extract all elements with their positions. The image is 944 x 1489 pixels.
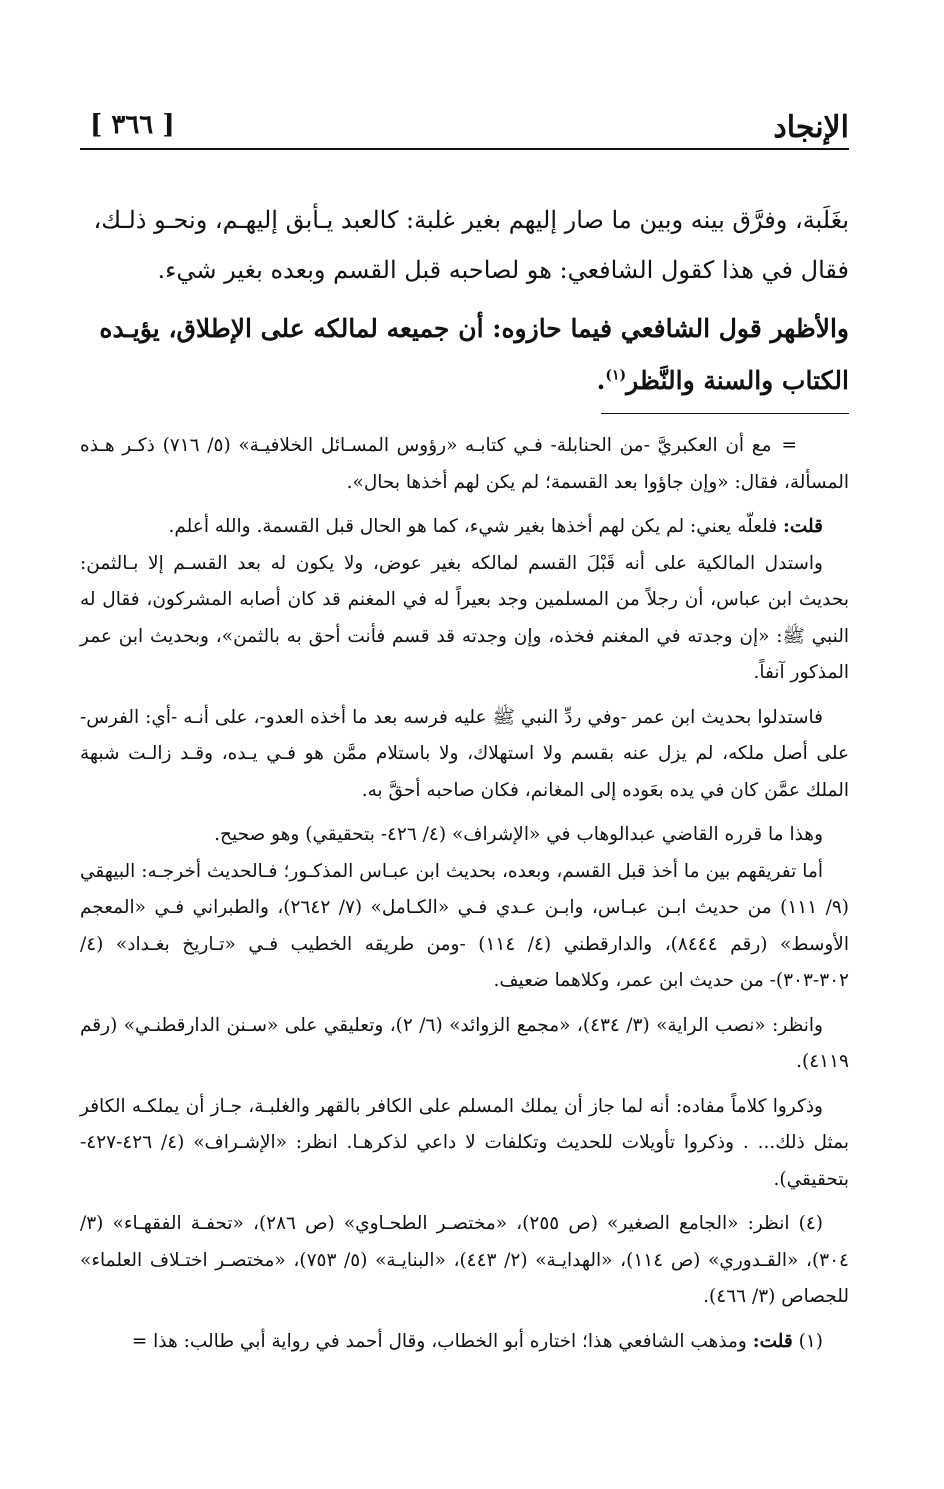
footnote-number: (١) bbox=[798, 1330, 823, 1352]
main-line: بغَلَبة، وفرَّق بينه وبين ما صار إليهم بغير غلبة: كالعبد يـأبق إليهـم، ونحـو ذلـك، bbox=[93, 206, 849, 234]
main-bold-line: والأظهر قول الشافعي فيما حازوه: أن جميعه لمالكه على الإطلاق، يؤيـده الكتاب والسنة والنَّظر$^{(١)}$. bbox=[99, 314, 849, 395]
main-text bbox=[80, 195, 849, 407]
footnote-separator bbox=[601, 413, 849, 414]
running-header bbox=[80, 108, 849, 150]
continuation-mark: = bbox=[781, 435, 798, 456]
footnotes bbox=[80, 428, 849, 1360]
footnote-paragraph: قلت: فلعلّه يعني: لم يكن لهم أخذها بغير شيء، كما هو الحال قبل القسمة. والله أعلم. bbox=[168, 516, 823, 537]
footnote-paragraph: وانظر: «نصب الراية» (٣/ ٤٣٤)، «مجمع الزوائد» (٦/ ٢)، وتعليقي على «سـنن الدارقطنـي» (رقم ٤١١٩). bbox=[80, 1014, 849, 1072]
page-number: [ ٣٦٦ ] bbox=[90, 110, 175, 140]
footnote-paragraph: فاستدلوا بحديث ابن عمر -وفي ردِّ النبي ﷺ عليه فرسه بعد ما أخذه العدو-، على أنـه -أي: الفرس- على أصل ملكه، لم يزل عنه بقسم ولا استهلاك، ولا باستلام ممَّن هو فـي يـده، وقـد زالـت شبهة الملك عمَّن كان في يده بعَوده إلى المغانم، فكان صاحبه أحقَّ به. bbox=[80, 706, 849, 801]
book-title: الإنجاد bbox=[773, 110, 849, 145]
footnote-paragraph: (٤) انظر: «الجامع الصغير» (ص ٢٥٥)، «مختصـر الطحـاوي» (ص ٢٨٦)، «تحفـة الفقهـاء» (٣/ ٣٠٤)، «القـدوري» (ص ١١٤)، «الهدايـة» (٢/ ٤٤٣)، «البنايـة» (٥/ ٧٥٣)، «مختصـر اختـلاف العلماء» للجصاص (٣/ ٤٦٦). bbox=[80, 1213, 849, 1307]
footnote-reference: (١) bbox=[605, 367, 627, 384]
main-line: فقال في هذا كقول الشافعي: هو لصاحبه قبل القسم وبعده بغير شيء. bbox=[157, 256, 849, 284]
book-page bbox=[80, 0, 849, 1489]
footnote-paragraph: واستدل المالكية على أنه قَبْلَ القسم لمالكه بغير عوض، ولا يكون له بعد القسـم إلا بـالثمن: بحديث ابن عباس، أن رجلاً من المسلمين وجد بعيراً له في المغنم قد كان أصابه المشركون، فقال له النبي ﷺ: «إن وجدته في المغنم فخذه، وإن وجدته قد قسم فأنت أحق به بالثمن»، وبحديث ابن عمر المذكور آنفاً. bbox=[80, 552, 849, 683]
footnote-paragraph: (١) قلت: ومذهب الشافعي هذا؛ اختاره أبو الخطاب، وقال أحمد في رواية أبي طالب: هذا = bbox=[131, 1330, 823, 1352]
footnote-paragraph: أما تفريقهم بين ما أخذ قبل القسم، وبعده، بحديث ابن عبـاس المذكـور؛ فـالحديث أخرجـه: البيهقي (٩/ ١١١) من حديث ابـن عبـاس، وابـن عـدي فـي «الكـامل» (٧/ ٢٦٤٢)، والطبراني فـي «المعجم الأوسط» (رقم ٨٤٤٤)، والدارقطني (٤/ ١١٤) -ومن طريقه الخطيب فـي «تـاريخ بغـداد» (٤/ ٣٠٢-٣٠٣)- من حديث ابن عمر، وكلاهما ضعيف. bbox=[80, 860, 849, 991]
footnote-paragraph: وذكروا كلاماً مفاده: أنه لما جاز أن يملك المسلم على الكافر بالقهر والغلبـة، جـاز أن يملكـه الكافر بمثل ذلك... . وذكروا تأويلات للحديث وتكلفات لا داعي لذكرهـا. انظر: «الإشـراف» (٤/ ٤٢٦-٤٢٧- بتحقيقي). bbox=[80, 1095, 849, 1190]
footnote-paragraph: =مع أن العكبريَّ -من الحنابلة- فـي كتابـه «رؤوس المسـائل الخلافيـة» (٥/ ٧١٦) ذكـر هـذه المسألة، فقال: «وإن جاؤوا بعد القسمة؛ لم يكن لهم أخذها بحال». bbox=[80, 428, 849, 501]
footnote-paragraph: وهذا ما قرره القاضي عبدالوهاب في «الإشراف» (٤/ ٤٢٦- بتحقيقي) وهو صحيح. bbox=[214, 824, 823, 845]
